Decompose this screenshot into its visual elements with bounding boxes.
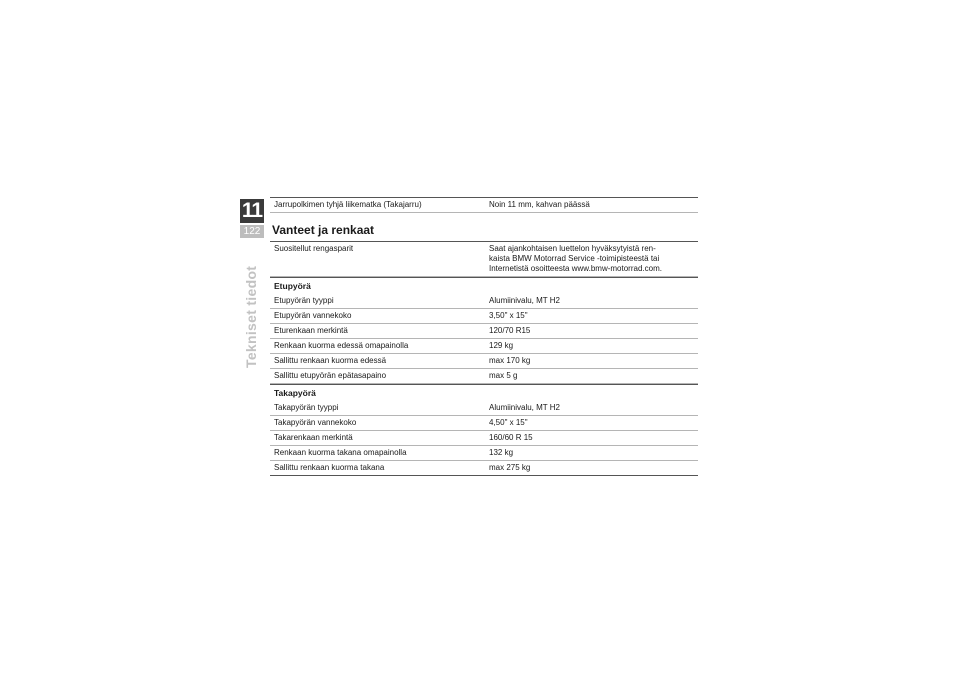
row-label: Takapyörän vannekoko xyxy=(274,418,357,427)
row-value: 132 kg xyxy=(489,448,514,457)
row-value: 160/60 R 15 xyxy=(489,433,533,442)
table-row xyxy=(270,416,698,431)
row-value: Alumiinivalu, MT H2 xyxy=(489,403,560,412)
row-value xyxy=(480,244,698,274)
section-heading: Vanteet ja renkaat xyxy=(270,213,698,242)
table-row xyxy=(270,461,698,476)
table-row xyxy=(270,324,698,339)
table-row xyxy=(270,369,698,384)
value-line: Saat ajankohtaisen luettelon hyväksytyistä ren- xyxy=(489,244,656,253)
page-number: 122 xyxy=(240,225,264,238)
row-label: Renkaan kuorma edessä omapainolla xyxy=(274,341,409,350)
row-value: max 5 g xyxy=(489,371,518,380)
spec-content xyxy=(270,197,698,476)
chapter-number: 11 xyxy=(241,199,263,222)
value-line: kaista BMW Motorrad Service -toimipisteestä tai xyxy=(489,254,660,263)
row-value: 129 kg xyxy=(489,341,514,350)
table-row xyxy=(270,197,698,213)
group-heading-front: Etupyörä xyxy=(270,277,698,294)
group-heading-rear: Takapyörä xyxy=(270,384,698,401)
table-row xyxy=(270,354,698,369)
row-label: Sallittu etupyörän epätasapaino xyxy=(274,371,387,380)
table-row xyxy=(270,401,698,416)
chapter-tab xyxy=(240,199,264,238)
row-label: Takapyörän tyyppi xyxy=(274,403,339,412)
row-value: 4,50" x 15" xyxy=(489,418,528,427)
table-row xyxy=(270,309,698,324)
row-label: Suositellut rengasparit xyxy=(274,244,354,253)
row-label: Etupyörän tyyppi xyxy=(274,296,334,305)
table-row xyxy=(270,446,698,461)
row-value: 3,50" x 15" xyxy=(489,311,528,320)
table-row xyxy=(270,339,698,354)
row-label: Eturenkaan merkintä xyxy=(274,326,348,335)
row-label: Takarenkaan merkintä xyxy=(274,433,353,442)
table-row xyxy=(270,242,698,277)
row-label: Sallittu renkaan kuorma edessä xyxy=(274,356,387,365)
row-value: Noin 11 mm, kahvan päässä xyxy=(489,200,590,209)
row-value: Alumiinivalu, MT H2 xyxy=(489,296,560,305)
row-label: Sallittu renkaan kuorma takana xyxy=(274,463,385,472)
table-row xyxy=(270,294,698,309)
row-label: Jarrupolkimen tyhjä liikematka (Takajarru) xyxy=(274,200,422,209)
table-row xyxy=(270,431,698,446)
row-value: max 275 kg xyxy=(489,463,531,472)
row-value: 120/70 R15 xyxy=(489,326,531,335)
row-label: Renkaan kuorma takana omapainolla xyxy=(274,448,407,457)
row-value: max 170 kg xyxy=(489,356,531,365)
row-label: Etupyörän vannekoko xyxy=(274,311,352,320)
value-line: Internetistä osoitteesta www.bmw-motorrad.com. xyxy=(489,264,662,273)
chapter-side-title: Tekniset tiedot xyxy=(243,265,259,368)
